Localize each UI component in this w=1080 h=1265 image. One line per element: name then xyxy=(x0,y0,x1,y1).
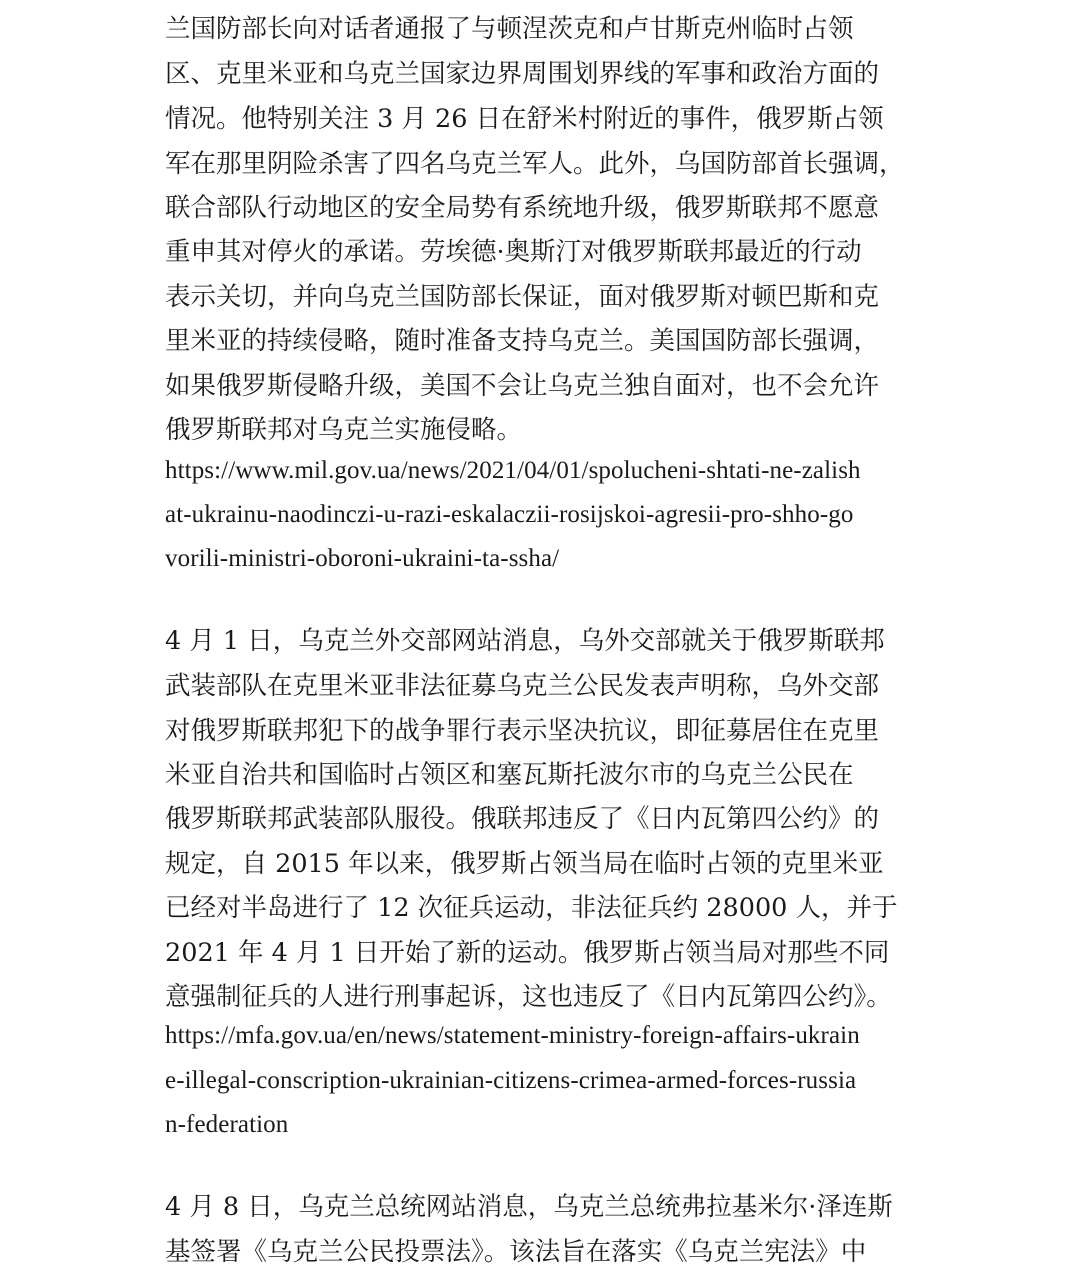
text-line: 军在那里阴险杀害了四名乌克兰军人。此外，乌国防部首长强调， xyxy=(165,149,905,179)
text-line: 意强制征兵的人进行刑事起诉，这也违反了《日内瓦第四公约》。 xyxy=(165,982,892,1012)
text-line: 4 月 1 日，乌克兰外交部网站消息，乌外交部就关于俄罗斯联邦 xyxy=(165,626,885,656)
text-line: 俄罗斯联邦对乌克兰实施侵略。 xyxy=(165,415,523,445)
text-line: 兰国防部长向对话者通报了与顿涅茨克和卢甘斯克州临时占领 xyxy=(165,14,854,44)
text-line: 重申其对停火的承诺。劳埃德·奥斯汀对俄罗斯联邦最近的行动 xyxy=(165,237,862,267)
text-line: 如果俄罗斯侵略升级，美国不会让乌克兰独自面对，也不会允许 xyxy=(165,371,880,401)
source-url-line[interactable]: https://mfa.gov.ua/en/news/statement-ministry-foreign-affairs-ukrain xyxy=(165,1022,860,1049)
text-line: 表示关切，并向乌克兰国防部长保证，面对俄罗斯对顿巴斯和克 xyxy=(165,282,880,312)
text-line: 里米亚的持续侵略，随时准备支持乌克兰。美国国防部长强调， xyxy=(165,326,880,356)
text-line: 米亚自治共和国临时占领区和塞瓦斯托波尔市的乌克兰公民在 xyxy=(165,760,854,790)
text-line: 2021 年 4 月 1 日开始了新的运动。俄罗斯占领当局对那些不同 xyxy=(165,938,890,968)
source-url-line[interactable]: e-illegal-conscription-ukrainian-citizens-crimea-armed-forces-russia xyxy=(165,1067,857,1094)
text-line: 已经对半岛进行了 12 次征兵运动，非法征兵约 28000 人，并于 xyxy=(165,893,898,923)
text-line: 区、克里米亚和乌克兰国家边界周围划界线的军事和政治方面的 xyxy=(165,59,880,89)
text-line: 俄罗斯联邦武装部队服役。俄联邦违反了《日内瓦第四公约》的 xyxy=(165,804,880,834)
text-line: 对俄罗斯联邦犯下的战争罪行表示坚决抗议，即征募居住在克里 xyxy=(165,716,880,746)
source-url-line[interactable]: n-federation xyxy=(165,1111,289,1138)
text-line: 联合部队行动地区的安全局势有系统地升级，俄罗斯联邦不愿意 xyxy=(165,193,880,223)
text-line: 规定，自 2015 年以来，俄罗斯占领当局在临时占领的克里米亚 xyxy=(165,849,884,879)
text-line: 4 月 8 日，乌克兰总统网站消息，乌克兰总统弗拉基米尔·泽连斯 xyxy=(165,1192,893,1222)
text-line: 武装部队在克里米亚非法征募乌克兰公民发表声明称，乌外交部 xyxy=(165,671,880,701)
source-url-line[interactable]: vorili-ministri-oboroni-ukraini-ta-ssha/ xyxy=(165,545,560,572)
source-url-line[interactable]: https://www.mil.gov.ua/news/2021/04/01/spolucheni-shtati-ne-zalish xyxy=(165,457,861,484)
text-line: 情况。他特别关注 3 月 26 日在舒米村附近的事件，俄罗斯占领 xyxy=(165,104,884,134)
source-url-line[interactable]: at-ukrainu-naodinczi-u-razi-eskalaczii-rosijskoi-agresii-pro-shho-go xyxy=(165,501,854,528)
text-line: 基签署《乌克兰公民投票法》。该法旨在落实《乌克兰宪法》中 xyxy=(165,1237,867,1265)
